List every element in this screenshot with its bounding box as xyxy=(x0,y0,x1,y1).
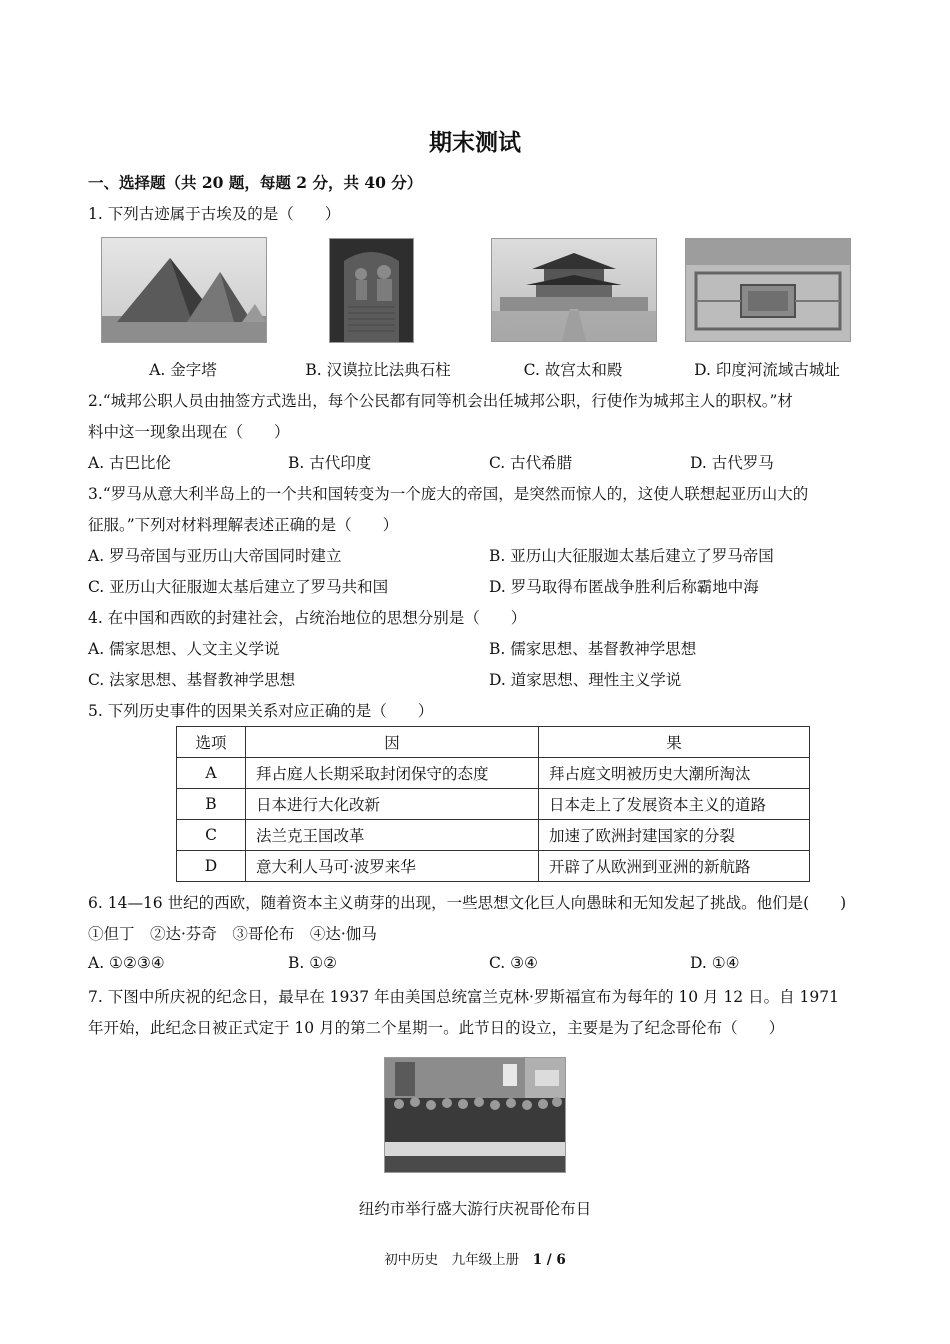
q3-option-b: B. 亚历山大征服迦太基后建立了罗马帝国 xyxy=(489,547,774,565)
question-1-stem: 1. 下列古迹属于古埃及的是（ ） xyxy=(88,205,341,223)
row-cause: 日本进行大化改新 xyxy=(246,789,539,820)
question-4-stem: 4. 在中国和西欧的封建社会，占统治地位的思想分别是（ ） xyxy=(88,609,527,627)
q4-option-c: C. 法家思想、基督教神学思想 xyxy=(88,671,296,689)
columbus-day-parade-photo xyxy=(384,1057,566,1173)
table-row xyxy=(177,758,810,789)
header-effect: 果 xyxy=(539,727,810,758)
photo-caption: 纽约市举行盛大游行庆祝哥伦布日 xyxy=(358,1200,592,1218)
question-3-line2: 征服。”下列对材料理解表述正确的是（ ） xyxy=(88,516,399,534)
row-cause: 意大利人马可·波罗来华 xyxy=(246,851,539,882)
q6-option-c: C. ③④ xyxy=(489,954,538,972)
question-2-line2: 料中这一现象出现在（ ） xyxy=(88,423,290,441)
row-effect: 拜占庭文明被历史大潮所淘汰 xyxy=(539,758,810,789)
taihe-hall-photo xyxy=(491,238,657,342)
header-cause: 因 xyxy=(246,727,539,758)
q1-option-b: B. 汉谟拉比法典石柱 xyxy=(305,361,451,379)
indus-ruins-photo xyxy=(685,238,851,342)
q3-option-c: C. 亚历山大征服迦太基后建立了罗马共和国 xyxy=(88,578,389,596)
row-effect: 加速了欧洲封建国家的分裂 xyxy=(539,820,810,851)
q4-option-b: B. 儒家思想、基督教神学思想 xyxy=(489,640,697,658)
footer-text: 初中历史 九年级上册 xyxy=(384,1252,533,1268)
header-option: 选项 xyxy=(177,727,246,758)
q3-option-a: A. 罗马帝国与亚历山大帝国同时建立 xyxy=(88,547,342,565)
row-cause: 法兰克王国改革 xyxy=(246,820,539,851)
question-7-line1: 7. 下图中所庆祝的纪念日，最早在 1937 年由美国总统富兰克林·罗斯福宣布为每年的 10 月 12 日。自 1971 xyxy=(88,988,839,1006)
q6-option-b: B. ①② xyxy=(288,954,338,972)
q4-option-d: D. 道家思想、理性主义学说 xyxy=(489,671,682,689)
question-6-stem: 6. 14—16 世纪的西欧，随着资本主义萌芽的出现，一些思想文化巨人向愚昧和无知发起了挑战。他们是( ) xyxy=(88,894,847,912)
row-effect: 日本走上了发展资本主义的道路 xyxy=(539,789,810,820)
q2-option-d: D. 古代罗马 xyxy=(690,454,774,472)
row-cause: 拜占庭人长期采取封闭保守的态度 xyxy=(246,758,539,789)
row-effect: 开辟了从欧洲到亚洲的新航路 xyxy=(539,851,810,882)
table-row xyxy=(177,789,810,820)
pyramid-photo xyxy=(101,237,267,343)
q6-option-a: A. ①②③④ xyxy=(88,954,165,972)
row-option: D xyxy=(177,851,246,882)
row-option: C xyxy=(177,820,246,851)
page-number: 1 / 6 xyxy=(532,1252,566,1268)
row-option: A xyxy=(177,758,246,789)
q1-option-c: C. 故宫太和殿 xyxy=(523,361,623,379)
hammurabi-stele-photo xyxy=(329,238,414,343)
q2-option-a: A. 古巴比伦 xyxy=(88,454,172,472)
page-title: 期末测试 xyxy=(429,130,521,156)
q2-option-c: C. 古代希腊 xyxy=(489,454,573,472)
question-3-line1: 3.“罗马从意大利半岛上的一个共和国转变为一个庞大的帝国，是突然而惊人的，这使人联想起亚历山大的 xyxy=(88,485,809,503)
cause-effect-table xyxy=(176,726,810,882)
question-6-items: ①但丁 ②达·芬奇 ③哥伦布 ④达·伽马 xyxy=(88,925,377,943)
q1-option-d: D. 印度河流域古城址 xyxy=(694,361,840,379)
question-5-stem: 5. 下列历史事件的因果关系对应正确的是（ ） xyxy=(88,702,434,720)
question-2-line1: 2.“城邦公职人员由抽签方式选出，每个公民都有同等机会出任城邦公职，行使作为城邦主人的职权。”材 xyxy=(88,392,793,410)
question-7-line2: 年开始，此纪念日被正式定于 10 月的第二个星期一。此节日的设立，主要是为了纪念哥伦布（ ） xyxy=(88,1019,785,1037)
q3-option-d: D. 罗马取得布匿战争胜利后称霸地中海 xyxy=(489,578,759,596)
section-heading: 一、选择题（共 20 题，每题 2 分，共 40 分） xyxy=(88,173,423,192)
table-row xyxy=(177,851,810,882)
q4-option-a: A. 儒家思想、人文主义学说 xyxy=(88,640,280,658)
q2-option-b: B. 古代印度 xyxy=(288,454,372,472)
row-option: B xyxy=(177,789,246,820)
table-row xyxy=(177,820,810,851)
q1-option-a: A. 金字塔 xyxy=(149,361,217,379)
table-header-row xyxy=(177,727,810,758)
page-footer xyxy=(0,1248,950,1268)
q6-option-d: D. ①④ xyxy=(690,954,740,972)
